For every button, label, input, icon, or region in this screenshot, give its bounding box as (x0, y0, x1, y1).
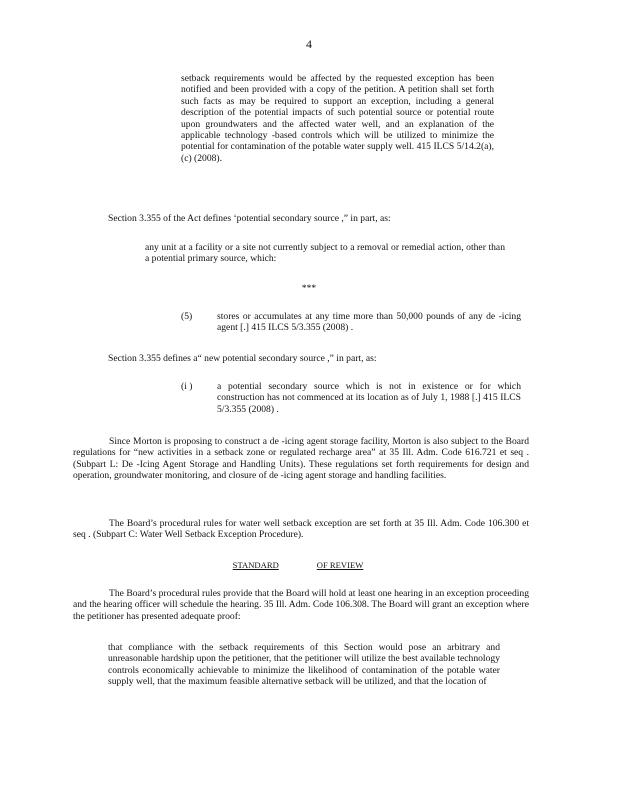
section-heading (0, 560, 618, 571)
paragraph-text: The Board’s procedural rules provide that the Board will hold at least one hearing in an exception proceeding and the hearing officer will schedule the hearing. 35 Ill. Adm. Code 106.308. The Board will grant an exception where the petitioner has presented adequate proof: (73, 588, 529, 622)
quoted-compliance-text: that compliance with the setback requirements of this Section would pose an arbitrary and unreasonable hardship upon the petitioner, that the petitioner will utilize the best available technology controls economically achievable to minimize the likelihood of contamination of the potable water supply well, that the maximum feasible alternative setback will be utilized, and that the location of (108, 642, 500, 688)
definition-block (145, 242, 505, 265)
quoted-statute-block (181, 73, 494, 164)
ellipsis-stars: *** (301, 283, 317, 294)
definition-text: any unit at a facility or a site not currently subject to a removal or remedial action, other than a potential primary source, which: (145, 242, 505, 265)
list-item-text: a potential secondary source which is not in existence or for which construction has not commenced at its location as of July 1, 1988 [.] 415 ILCS 5/3.355 (2008) . (217, 381, 521, 415)
list-item-number: (i ) (181, 381, 193, 392)
heading-part-standard: STANDARD (232, 560, 279, 570)
section-355-intro (108, 213, 548, 224)
list-item-i (181, 381, 521, 415)
page-number: 4 (306, 37, 312, 51)
quoted-compliance-block (108, 642, 500, 688)
quoted-statute-text: setback requirements would be affected by the requested exception has been notified and been provided with a copy of the petition. A petition shall set forth such facts as may be required to support an exception, including a general description of the potential impacts of such potential source or potential route upon groundwaters and the affected water well, and an explanation of the applicable technology -based controls which will be utilized to minimize the potential for contamination of the potable water supply well. 415 ILCS 5/14.2(a), (c) (2008). (181, 73, 494, 164)
paragraph-text: Since Morton is proposing to construct a de -icing agent storage facility, Morton is also subject to the Board regulations for “new activities in a setback zone or regulated recharge area” at 35 Ill. Adm. Code 616.721 et seq . (Subpart L: De -Icing Agent Storage and Handling Units). These regulations set forth requirements for design and operation, groundwater monitoring, and closure of de -icing agent storage and handling facilities. (73, 436, 529, 482)
list-item-5 (181, 311, 521, 334)
list-item-number: (5) (181, 311, 193, 322)
section-355-new (108, 353, 548, 364)
list-item-text: stores or accumulates at any time more than 50,000 pounds of any de -icing agent [.] 415 ILCS 5/3.355 (2008) . (217, 311, 521, 334)
section-355-new-text: Section 3.355 defines a“ new potential secondary source ,” in part, as: (108, 353, 377, 364)
paragraph-morton (73, 436, 529, 482)
paragraph-hearing (73, 588, 529, 622)
section-355-intro-text: Section 3.355 of the Act defines ‘potential secondary source ,” in part, as: (108, 213, 391, 224)
heading-part-of-review: OF REVIEW (316, 560, 364, 570)
paragraph-text: The Board’s procedural rules for water well setback exception are set forth at 35 Ill. Adm. Code 106.300 et seq . (Subpart C: Water Well Setback Exception Procedure). (73, 518, 529, 541)
paragraph-procedural-rules (73, 518, 529, 541)
